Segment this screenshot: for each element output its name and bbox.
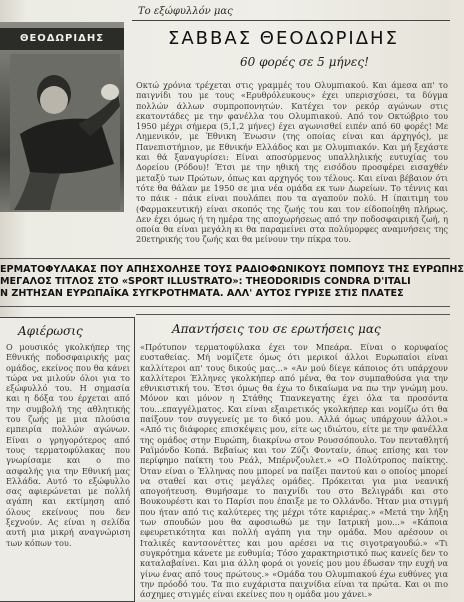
banner-rule-top <box>0 258 450 259</box>
cover-photo <box>0 22 124 212</box>
answers-rule <box>136 314 450 315</box>
banner-line: ΜΕΓΑΛΟΣ ΤΙΤΛΟΣ ΣΤΟ «SPORT ILLUSTRATO»: THEODORIDIS CONDRA D'ITALI <box>0 276 411 287</box>
answers-title: Απαντήσεις του σε ερωτήσεις μας <box>172 322 381 336</box>
article-subhead: 60 φορές σε 5 μήνες! <box>240 55 369 69</box>
section-rubric: Το εξώφυλλόν μας <box>138 6 233 17</box>
banner-line: ΕΡΜΑΤΟΦΥΛΑΚΑΣ ΠΟΥ ΑΠΗΣΧΟΛΗΣΕ ΤΟΥΣ ΡΑΔΙΟΦΩΝΙΚΟΥΣ ΠΟΜΠΟΥΣ ΤΗΣ ΕΥΡΩΠΗΣ <box>0 264 464 275</box>
rubric-divider <box>132 20 450 21</box>
banner-line: Ν ΖΗΤΗΣΑΝ ΕΥΡΩΠΑΪΚΑ ΣΥΓΚΡΟΤΗΜΑΤΑ. ΑΛΛ' ΑΥΤΟΣ ΓΥΡΙΣΕ ΣΤΙΣ ΠΛΑΤΕΣ <box>0 288 404 299</box>
answers-text: «Πρότυπον τερματοφύλακα έχει τον Μπεάρα. Είναι ο κορυφαίος ευσταθείας. Μή νομίζετε όμως ότι μερικοί άλλοι Ευρωπαίοι είναι καλλίτεροι απ' τους δικούς μας...» «Αν μού δίεγε κάποιος ότι υπάρχουν καλλίτεροι Έλληνες γκολκήπερ από μένα, θα τον συμπαθούσα για την εθνικιστική του. Έτσι όμως θα έχω το δικαίωμα να πω την γνώμη μου. Μόνον και μόνον η Στάθης Τπανκεγατης έχει όλα τα προσόντα του...επαγγέλματος. Και είναι εξαιρετικός γκολκήπερ και νομίζω ότι θα παίξουν τον συγγενείς με το δικό μου. Αλλά όμως υπάρχουν άλλοι.» «Από τις διάφορες επισκέψεις μου, είτε ως ιδιώτου, είτε με την φανέλλα της ομάδος στην Ευρώπη, διακρίνω στον Ρουσσόπουλο. Τον πενταθλητή Ραϊμόνδο Κοπά. Βεβαίως και τον Ζύζι Φονταίν, όπως επίσης και τον περίφημο παίκτη του Ρεάλ, Μπέρνζουλετ.» «Ο Πολύτροπος παίκτης. Όταν είναι ο Έλληνας που μπορεί να παίξει παντού και ο οποίος μπορεί να σταθεί και στις μεγάλες ομάδες. Πρόκειται για μια νεανική απογοήτευση. Θυμήσαμε το παιχνίδι του στο Βελιγράδι και στο Βουκουρέστι και το Παρίσι που έπαιξε με το Ολλάνδο. Ήταν μια στιγμή που ήταν από τις καλύτερες της μέχρι τότε καριέρας.» «Μετά την λήξη των σπουδών μου θα αφοσιωθώ με την Ιατρική μου...» «Κάποια εφευρετικότητα και πολλή αγάπη για την ομάδα. Μου αρέσουν οι Ιταλικές καντσονέττες και μου αρέσει να τις σιγοτραγουδώ.» «Τι συγκρότημα κάνετε με ευθυμία; Τόσο χαρακτηριστικό πως κανείς δεν το καταλαβαίνει. Και μια άλλη φορά οι γονείς μου μου έδωσαν την ευχή να γίνω ένας από τους πρώτους.» «Ομάδα του Ολυμπιακού έχω ευθύνες για την πρόοδό του. Τα πιο ευχάριστα παιχνίδια είναι τα πρώτα. Και οι πιο άσχημες στιγμές είναι εκείνες που η ομάδα μου χάνει.» <box>140 342 448 600</box>
dedication-title: Αφιέρωσις <box>18 324 83 338</box>
photo-banner: ΘΕΟΔΩΡΙΔΗΣ <box>0 28 124 50</box>
top-article-text: Οκτώ χρόνια τρέχεται στις γραμμές του Ολυμπιακού. Και άμεσα απ' το παιγνίδι του με τους «Ερυθρόλευκους» έχει υπερισχύσει, τα δύγμα πολλών άλλων συμπροπονητών. Κατέχει τον ρεκόρ αγώνων στις εκατοντάδες με την φανέλλα του Ολυμπιακού. Από τον Οκτώβριο του 1950 μέχρι σήμερα (5,1,2 μήνες) έχει αγωνισθεί ειπέν από 60 φορές! Με Λημενικόν, με Έθνικη Ένωσιν (της οποίας είναι και άρχηγός), με Πανεπιστήμιον, με Εθνικήν Ελλάδος και με Ολυμπιακόν. Και μή ξεχάστε και θά ξαναγυρίσει: Είναι αποσύρμενος υπαλληλικής ευτυχίας του Δορείου (Ρόδου)! Έτσι με την ηθική της εισόδου προσφέρει εισαχθέν μεταξύ των Πρώτων, όπως και αρχηγός του τέλους. Και είναι βέβαιον ότι τότε θα θάλαν με 1950 σε μια νέα ομάδα εκ των Δωρείων. Το τέννις και το πάικ - πάικ είναι πουλάπει που τα αγαπούν πολύ. Η ίπαιτιμη του (Φαρμακευτική) είναι σκοπός της ζωής του και τον είδοποίηθη πλήρως. Δεν έχει όμως ή τη ημέρα της αποχωρήσεως από την ποδοσφαιρική ζωή, η οποία θα είναι μεγάλη κι θα παραμείνει στα πολύμορφες αναμνήσεις της 20ετηρικής του ζωής και θα μείνουν την πίκρα του. <box>136 80 448 245</box>
banner-rule-bottom <box>0 306 450 307</box>
article-headline: ΣΑΒΒΑΣ ΘΕΟΔΩΡΙΔΗΣ <box>168 28 399 49</box>
dedication-box <box>0 317 135 602</box>
headline-banner <box>0 264 464 300</box>
dedication-text: Ο μουσικός γκολκήπερ της Εθνικής ποδοσφαιρικής μας ομάδος, εκείνος που θα κάνει τώρα να μιλούν όλοι για το εξώφυλλό του. Η σημασία και η δόξα του έρχεται από την συμβολή της αθλητικής του ζωής με μια πλούσια εμπειρία πολλών αγώνων. Είναι ο γρηγορότερος από τους τερματοφύλακας που γνωρίσαμε και ο πιο ασφαλής για την Εθνική μας Ελλάδα. Αυτό το εξώφυλλο σας αφιερώνεται με πολλή αγάπη και εκτίμηση από όλους εκείνους που δεν ξεχνούν. Ας είναι η σελίδα αυτή μια μικρή αναγνώριση των κόπων του. <box>6 342 130 548</box>
goalkeeper-image <box>10 54 120 210</box>
